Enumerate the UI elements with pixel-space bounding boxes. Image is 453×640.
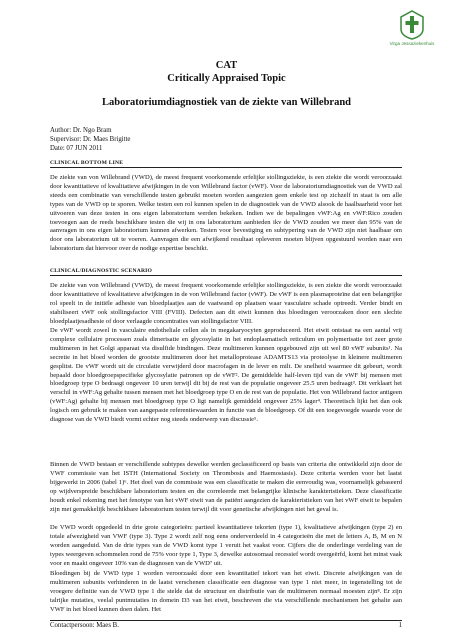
author-line: Author: Dr. Ngo Bram xyxy=(50,127,112,134)
scenario-paragraph-1: De ziekte van von Willebrand (VWD), de meest frequent voorkomende erfelijke stollingsziekte, is een ziekte die wordt veroorzaakt door kwantitatieve of kwalitatieve afwijkingen in de von Willebrand factor (vWF). De vWF is een plasmaproteïne dat een belangrijke rol speelt in de initiële adhesie van bloedplaatjes aan de vaatwand op plaatsen waar vasculaire schade optreedt. Verder bindt en stabiliseert vWF ook stollingsfactor VIII (FVIII). Defecten aan dit eiwit kunnen dus bloedingen veroorzaken door een slechte bloedplaatjesadhesie of door verlaagde concentraties van stollingsfactor VIII. xyxy=(50,282,402,325)
page-number: 1 xyxy=(398,622,402,629)
scenario-paragraph-4: De VWD wordt opgedeeld in drie grote categorieën: partieel kwantitatieve tekorten (type 1), kwalitatieve afwijkingen (type 2) en totale afwezigheid van VWF (type 3). Type 2 wordt zelf nog eens onderverdeeld in 4 categorieën die met de letters A, B, M en N worden aangeduid. Van de drie types van de VWD komt type 1 veruit het vaakst voor. Cijfers die de onderlinge verdeling van de types weergeven schommelen rond de 75% voor type 1, Type 3, dewelke autosomaal recessief wordt overgeërfd, komt het minst vaak voor en maakt ongeveer 10% van de diagnosen van de VWD⁷ uit. xyxy=(50,524,402,567)
date-line: Date: 07 JUN 2011 xyxy=(50,145,103,152)
section-heading-scenario: CLINICAL/DIAGNOSTIC SCENARIO xyxy=(50,268,402,276)
scenario-paragraph-3: Binnen de VWD bestaan er verschillende subtypes dewelke werden geclassificeerd op basis van criteria die ontwikkeld zijn door de VWF commissie van het ISTH (International Society on Thrombosis and Haemostasis). Deze criteria werden voor het laatst bijgewerkt in 2006 (tabel 1)⁶. Het doel van de commissie was een classificatie te maken die eenvoudig was, voornamelijk gebaseerd op wijdverspreide beschikbare laboratorium testen en die correleerde met belangrijke klinische karakteristieken. Deze classificatie houdt enkel rekening met het fenotype van het vWF eiwit van de patiënt aangezien de karakteristieken van het vWF eiwit te bepalen zijn met gemakkelijk beschikbare laboratorium testen terwijl dit voor genetische afwijkingen niet het geval is. xyxy=(50,461,402,513)
page-footer xyxy=(50,620,402,629)
scenario-paragraph-2: De vWF wordt zowel in vasculaire endotheliale cellen als in megakaryocyten geproduceerd. Het eiwit ontstaat na een aantal vrij complexe cellulaire processen zoals dimerisatie en glycosylatie in het endoplasmatisch reticulum en polymerisatie tot zeer grote multimeren in het Golgi apparaat via disulfide bindingen. Deze multimeren kunnen opgebouwd zijn uit wel 80 vWF subunits¹. Na secretie in het bloed worden de grootste multimeren door het metalloprotease ADAMTS13 via proteolyse in kleinere multimeren gesplitst. De vWF wordt uit de circulatie verwijderd door macrofagen in de lever en milt. De snelheid waarmee dit gebeurt, wordt bepaald door bloedgroepspecifieke glycosylatie patronen op de vWF². De gemiddelde half-leven tijd van de vWF bij mensen met bloedgroep type O bedraagt ongeveer 10 uren terwijl dit bij de rest van de populatie ongeveer 25.5 uren bedraagt³. Dit verklaart het verschil in vWF:Ag gehalte tussen mensen met het bloedgroep type O en de rest van de populatie. Het von Willebrand factor antigeen (vWF:Ag) gehalte bij mensen met bloedgroep type O ligt namelijk gemiddeld ongeveer 25% lager⁴. Theoretisch lijkt het dan ook logisch om gebruik te maken van aangepaste referentiewaarden in functie van de bloedgroep. Of dit een toegevoegde waarde voor de diagnose van de VWD biedt vormt echter nog steeds onderwerp van discussie⁵. xyxy=(50,327,402,424)
cat-subtitle: Critically Appraised Topic xyxy=(167,73,286,84)
scenario-paragraph-5: Bloedingen bij de VWD type 1 worden veroorzaakt door een kwantitatief tekort van het eiwit. Discrete afwijkingen van de multimeren subunits verhinderen in de laatst verschenen classificatie een diagnose van type 1 niet meer, in tegenstelling tot de vroegere definitie van de VWD type 1 die stelde dat de structuur en distributie van de multimeren normaal moesten zijn⁸. Er zijn talrijke mutaties, veelal puntmutaties in domein D3 van het eiwit, beschreven die via verschillende mechanismen het gehalte aan VWF in het bloed kunnen doen dalen. Het xyxy=(50,570,402,613)
supervisor-line: Supervisor: Dr. Maes Brigitte xyxy=(50,136,131,143)
section-heading-bottom-line: CLINICAL BOTTOM LINE xyxy=(50,160,402,168)
hospital-logo xyxy=(385,10,439,50)
logo-text: Virga Jessaziekenhuis xyxy=(389,41,435,46)
bottom-line-paragraph: De ziekte van von Willebrand (VWD), de meest frequent voorkomende erfelijke stollingsziekte, is een ziekte die wordt veroorzaakt door kwantitatieve of kwalitatieve afwijkingen in de von Willebrand factor (vWF). Voor de laboratoriumdiagnostiek van de VWD zal steeds een combinatie van verschillende testen gebruikt moeten worden aangezien geen enkele test op zichzelf in staat is om alle types van de VWD op te sporen. Welke testen een rol kunnen spelen in de diagnostiek van de VWD alsook de haalbaarheid voor het uitvoeren van deze testen in ons eigen laboratorium werden bekeken. Indien we de bepalingen vWF:Ag en vWF:Rico zouden toevoegen aan de reeds beschikbare testen die wij in ons laboratorium aanbieden ikv de VWD zouden we meer dan 95% van de aanvragen in ons eigen laboratorium kunnen afwerken. Testen voor bevestiging en subtypering van de VWD zijn niet haalbaar om door ons laboratorium uit te voeren. Aanvragen die een afwijkend resultaat opleveren moeten blijven opgestuurd worden naar een laboratorium dat hiervoor over de nodige expertise beschikt. xyxy=(50,174,402,253)
cat-heading: CAT xyxy=(215,60,238,71)
document-title: Laboratoriumdiagnostiek van de ziekte van Willebrand xyxy=(101,97,351,108)
hospital-cross-icon xyxy=(399,10,425,40)
footer-contact: Contactpersoon: Maes B. xyxy=(50,622,119,629)
